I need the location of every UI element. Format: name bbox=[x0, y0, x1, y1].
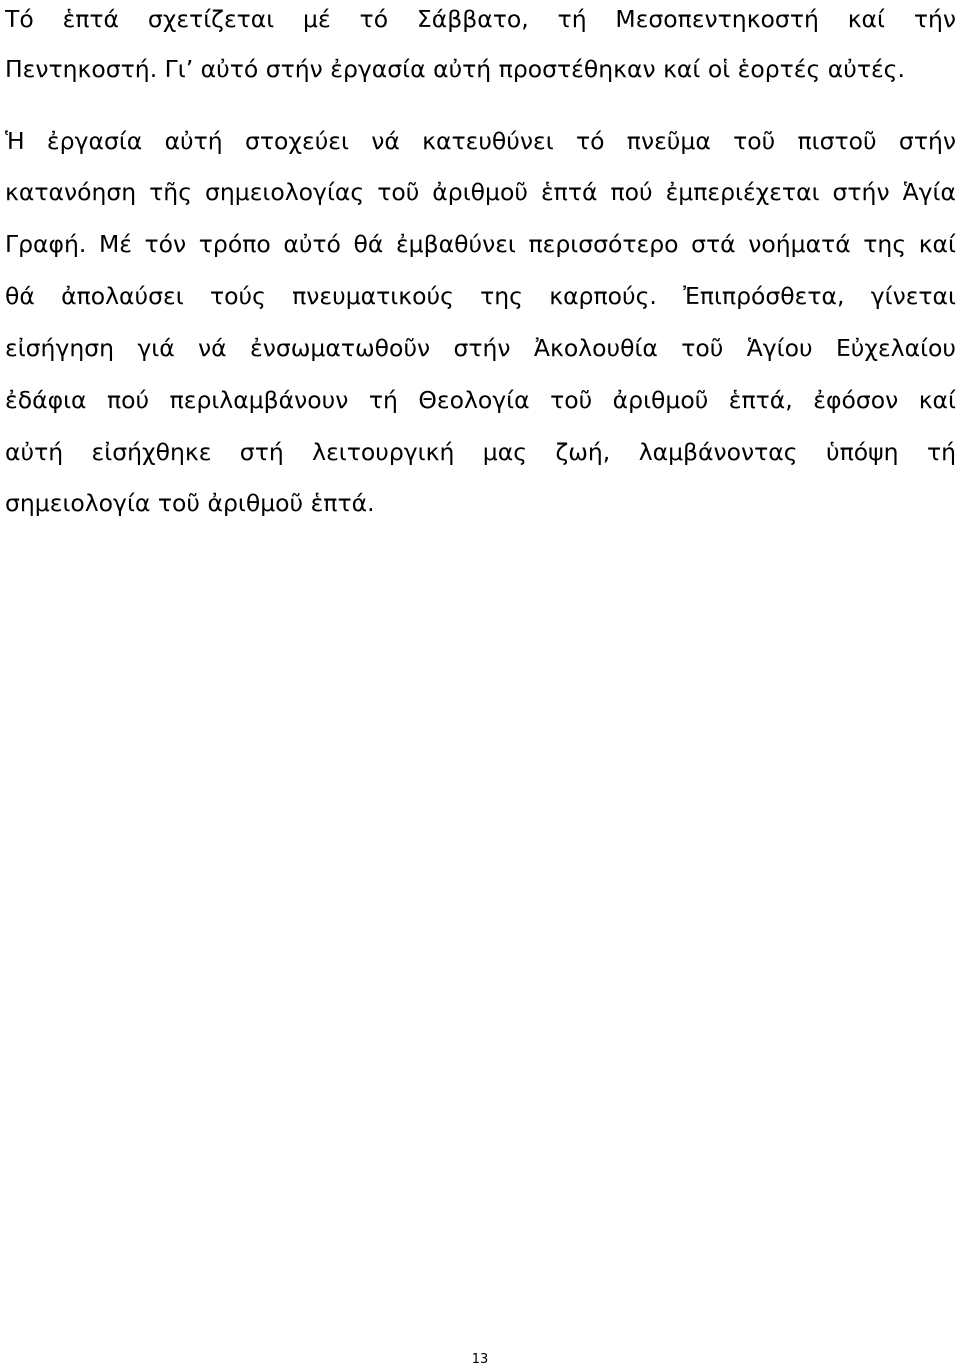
text-line: Ἡ ἐργασία αὐτή στοχεύει νά κατευθύνει τό πνεῦμα τοῦ πιστοῦ στήν bbox=[5, 127, 956, 155]
text-line: σημειολογία τοῦ ἀριθμοῦ ἑπτά. bbox=[5, 489, 375, 517]
text-line: κατανόηση τῆς σημειολογίας τοῦ ἀριθμοῦ ἑπτά πού ἐμπεριέχεται στήν Ἁγία bbox=[5, 178, 956, 206]
text-line: αὐτή εἰσήχθηκε στή λειτουργική μας ζωή, λαμβάνοντας ὑπόψη τή bbox=[5, 438, 956, 466]
text-line: εἰσήγηση γιά νά ἐνσωματωθοῦν στήν Ἀκολουθία τοῦ Ἁγίου Εὐχελαίου bbox=[5, 334, 956, 362]
text-line: θά ἀπολαύσει τούς πνευματικούς της καρπούς. Ἐπιπρόσθετα, γίνεται bbox=[5, 282, 956, 310]
text-line: Τό ἑπτά σχετίζεται μέ τό Σάββατο, τή Μεσοπεντηκοστή καί τήν bbox=[5, 5, 956, 33]
text-line: ἐδάφια πού περιλαμβάνουν τή Θεολογία τοῦ ἀριθμοῦ ἑπτά, ἐφόσον καί bbox=[5, 386, 956, 414]
text-line: Γραφή. Μέ τόν τρόπο αὐτό θά ἐμβαθύνει περισσότερο στά νοήματά της καί bbox=[5, 230, 956, 258]
text-line: Πεντηκοστή. Γι’ αὐτό στήν ἐργασία αὐτή προστέθηκαν καί οἱ ἑορτές αὐτές. bbox=[5, 55, 905, 83]
page-number: 13 bbox=[471, 1352, 489, 1367]
